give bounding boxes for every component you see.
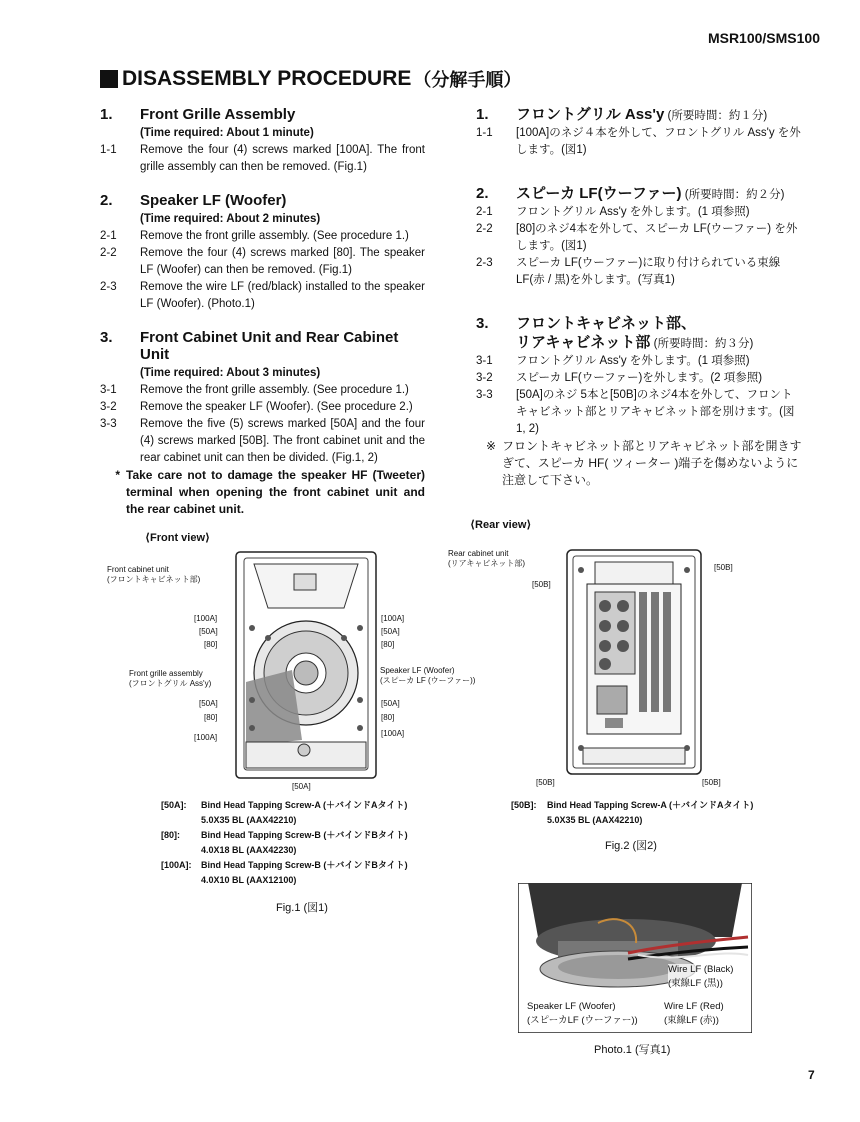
step-number: 3-1 bbox=[476, 355, 493, 367]
label-left-80: [80] bbox=[204, 640, 218, 649]
label-bottom-left-50b: [50B] bbox=[536, 778, 555, 787]
step-text: Remove the speaker LF (Woofer). (See procedure 2.) bbox=[140, 401, 413, 413]
section-1-en bbox=[100, 106, 425, 176]
label-wire-black: Wire LF (Black) (束線LF (黒)) bbox=[668, 964, 734, 989]
section-title-line2: リアキャビネット部 bbox=[516, 334, 651, 351]
time-required: (所要時間：約１分) bbox=[667, 110, 768, 122]
label-front-grille: Front grille assembly (フロントグリル Ass'y) bbox=[129, 669, 212, 688]
section-number: 2. bbox=[100, 192, 113, 209]
step-number: 3-2 bbox=[100, 401, 117, 413]
step-number: 3-1 bbox=[100, 384, 117, 396]
time-required: (Time required: About 2 minutes) bbox=[140, 213, 321, 225]
section-title: フロントキャビネット部、 bbox=[516, 315, 697, 332]
step-text: Remove the front grille assembly. (See procedure 1.) bbox=[140, 384, 409, 396]
label-bottom-right-50b: [50B] bbox=[702, 778, 721, 787]
step-text: [100A]のネジ４本を外して、フロントグリル Ass'y を外します。(図1) bbox=[516, 127, 801, 156]
label-left-80-lower: [80] bbox=[204, 713, 218, 722]
section-number: 3. bbox=[476, 315, 489, 332]
caution-note bbox=[476, 438, 802, 489]
step-text: [50A]のネジ 5本と[50B]のネジ4本を外して、フロントキャビネット部とリアキャビネット部を別けます。(図1, 2) bbox=[516, 389, 795, 435]
step-number: 1-1 bbox=[100, 144, 117, 156]
step-number: 2-2 bbox=[100, 247, 117, 259]
label-top-left-50b: [50B] bbox=[532, 580, 551, 589]
fig1-caption: Fig.1 (図1) bbox=[276, 902, 328, 914]
step-number: 2-1 bbox=[100, 230, 117, 242]
label-right-50a-lower: [50A] bbox=[381, 699, 400, 708]
section-title: Front Grille Assembly bbox=[140, 106, 296, 123]
note-text: Take care not to damage the speaker HF (Tweeter) terminal when opening the front cabinet unit and the rear cabinet unit. bbox=[126, 468, 425, 516]
label-right-80-lower: [80] bbox=[381, 713, 395, 722]
label-photo-speaker: Speaker LF (Woofer) (スピーカLF (ウーファー)) bbox=[527, 1001, 638, 1026]
time-required: (所要時間：約２分) bbox=[684, 189, 785, 201]
model-header: MSR100/SMS100 bbox=[707, 30, 820, 46]
title-text: DISASSEMBLY PROCEDURE bbox=[122, 67, 412, 90]
step-number: 2-3 bbox=[100, 281, 117, 293]
title-square-icon bbox=[100, 70, 118, 88]
section-2-jp bbox=[476, 185, 802, 289]
page-title bbox=[100, 66, 521, 92]
note-mark: * bbox=[115, 468, 120, 482]
label-top-right-50b: [50B] bbox=[714, 563, 733, 572]
label-left-50a-lower: [50A] bbox=[199, 699, 218, 708]
note-mark: ※ bbox=[485, 439, 496, 453]
front-view-label: ⟨Front view⟩ bbox=[145, 532, 211, 544]
label-left-100a: [100A] bbox=[194, 614, 218, 623]
section-number: 1. bbox=[100, 106, 113, 123]
step-number: 3-2 bbox=[476, 372, 493, 384]
title-text-jp: （分解手順） bbox=[413, 70, 522, 90]
front-view-drawing bbox=[232, 550, 380, 780]
step-number: 3-3 bbox=[476, 389, 493, 401]
step-text: フロントグリル Ass'y を外します。(1 項参照) bbox=[516, 206, 750, 218]
label-wire-red: Wire LF (Red) (束線LF (赤)) bbox=[664, 1001, 724, 1026]
photo1-caption: Photo.1 (写真1) bbox=[594, 1044, 671, 1056]
step-text: Remove the five (5) screws marked [50A] and the four (4) screws marked [50B]. The front cabinet unit and the rear cabinet unit can then be divided. (Fig.1, 2) bbox=[140, 418, 425, 464]
section-number: 3. bbox=[100, 329, 113, 346]
section-title: フロントグリル Ass'y bbox=[516, 106, 665, 123]
label-speaker-lf: Speaker LF (Woofer) (スピーカ LF (ウーファー)) bbox=[380, 666, 476, 685]
caution-note bbox=[100, 467, 425, 518]
time-required: (所要時間：約３分) bbox=[653, 338, 754, 350]
step-number: 2-1 bbox=[476, 206, 493, 218]
section-2-en bbox=[100, 192, 425, 313]
step-text: Remove the wire LF (red/black) installed to the speaker LF (Woofer). (Photo.1) bbox=[140, 281, 425, 310]
label-left-50a: [50A] bbox=[199, 627, 218, 636]
step-text: Remove the four (4) screws marked [80]. The speaker LF (Woofer) can then be removed. (Fig.1) bbox=[140, 247, 425, 276]
step-text: スピーカ LF(ウーファー)を外します。(2 項参照) bbox=[516, 372, 763, 384]
label-left-100a-lower: [100A] bbox=[194, 733, 218, 742]
english-column bbox=[100, 106, 425, 534]
step-text: フロントグリル Ass'y を外します。(1 項参照) bbox=[516, 355, 750, 367]
section-1-jp bbox=[476, 106, 802, 159]
section-title: Speaker LF (Woofer) bbox=[140, 192, 287, 209]
page-number: 7 bbox=[808, 1068, 815, 1082]
time-required: (Time required: About 3 minutes) bbox=[140, 367, 321, 379]
label-right-80: [80] bbox=[381, 640, 395, 649]
section-number: 2. bbox=[476, 185, 489, 202]
label-right-100a: [100A] bbox=[381, 614, 405, 623]
label-right-100a-lower: [100A] bbox=[381, 729, 405, 738]
note-text: フロントキャビネット部とリアキャビネット部を開きすぎて、スピーカ HF( ツィーター )端子を傷めないように注意して下さい。 bbox=[502, 439, 802, 487]
step-text: Remove the front grille assembly. (See procedure 1.) bbox=[140, 230, 409, 242]
step-number: 2-3 bbox=[476, 257, 493, 269]
label-front-cabinet: Front cabinet unit (フロントキャビネット部) bbox=[107, 565, 201, 584]
rear-view-label: ⟨Rear view⟩ bbox=[470, 519, 532, 531]
fig1-legend: [50A]: Bind Head Tapping Screw-A (＋バインドAタイト) 5.0X35 BL (AAX42210) [80]: Bind Head Tapping Screw-B (＋バインドBタイト) 4.0X18 BL (AAX42230) [100A]: Bind Head Tapping Screw-B (＋バインドBタイト) 4.0X10 BL (AAX12100) bbox=[161, 800, 408, 885]
label-bottom-50a: [50A] bbox=[292, 782, 311, 791]
step-text: スピーカ LF(ウーファー)に取り付けられている束線 LF(赤 / 黒)を外します。(写真1) bbox=[516, 257, 781, 286]
rear-view-drawing bbox=[565, 548, 703, 776]
section-title: Front Cabinet Unit and Rear Cabinet Unit bbox=[140, 329, 399, 363]
step-number: 3-3 bbox=[100, 418, 117, 430]
step-text: Remove the four (4) screws marked [100A]. The front grille assembly can then be removed. (Fig.1) bbox=[140, 144, 425, 173]
section-3-en bbox=[100, 329, 425, 518]
section-3-jp bbox=[476, 315, 802, 489]
step-text: [80]のネジ4本を外して、スピーカ LF(ウーファー) を外します。(図1) bbox=[516, 223, 798, 252]
section-title: スピーカ LF(ウーファー) bbox=[516, 185, 682, 202]
section-number: 1. bbox=[476, 106, 489, 123]
fig2-caption: Fig.2 (図2) bbox=[605, 840, 657, 852]
label-rear-cabinet: Rear cabinet unit (リアキャビネット部) bbox=[448, 549, 526, 568]
fig2-legend: [50B]: Bind Head Tapping Screw-A (＋バインドAタイト) 5.0X35 BL (AAX42210) bbox=[511, 800, 754, 825]
step-number: 2-2 bbox=[476, 223, 493, 235]
label-right-50a: [50A] bbox=[381, 627, 400, 636]
step-number: 1-1 bbox=[476, 127, 493, 139]
time-required: (Time required: About 1 minute) bbox=[140, 127, 314, 139]
japanese-column bbox=[476, 106, 802, 505]
